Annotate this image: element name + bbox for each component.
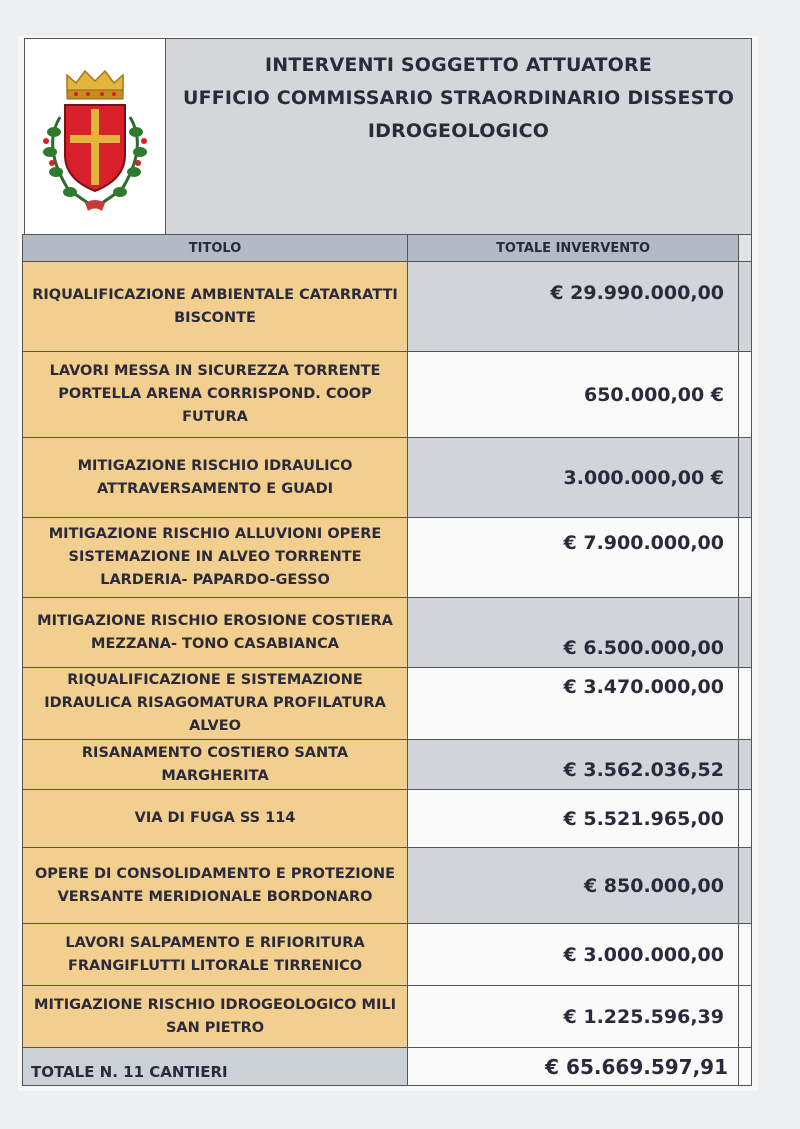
- row-title: OPERE DI CONSOLIDAMENTO E PROTEZIONE VERSANTE MERIDIONALE BORDONARO: [23, 848, 408, 924]
- total-row: [23, 1048, 752, 1086]
- row-title: MITIGAZIONE RISCHIO IDROGEOLOGICO MILI SAN PIETRO: [23, 986, 408, 1048]
- row-title: RIQUALIFICAZIONE E SISTEMAZIONE IDRAULICA RISAGOMATURA PROFILATURA ALVEO: [23, 668, 408, 740]
- document-sheet: [18, 36, 758, 1091]
- row-amount: 3.000.000,00 €: [408, 438, 739, 518]
- table-row: [23, 740, 752, 790]
- column-header-total: TOTALE INVERVENTO: [408, 235, 739, 262]
- table-row: [23, 986, 752, 1048]
- row-amount: € 3.470.000,00: [408, 668, 739, 740]
- interventions-table: [22, 234, 752, 1086]
- row-title: MITIGAZIONE RISCHIO EROSIONE COSTIERA MEZZANA- TONO CASABIANCA: [23, 598, 408, 668]
- row-title: MITIGAZIONE RISCHIO IDRAULICO ATTRAVERSAMENTO E GUADI: [23, 438, 408, 518]
- row-amount: € 3.000.000,00: [408, 924, 739, 986]
- city-crest: [25, 39, 166, 235]
- row-amount: € 7.900.000,00: [408, 518, 739, 598]
- row-title: LAVORI SALPAMENTO E RIFIORITURA FRANGIFLUTTI LITORALE TIRRENICO: [23, 924, 408, 986]
- row-title: LAVORI MESSA IN SICUREZZA TORRENTE PORTELLA ARENA CORRISPOND. COOP FUTURA: [23, 352, 408, 438]
- table-row: [23, 352, 752, 438]
- row-amount: € 3.562.036,52: [408, 740, 739, 790]
- row-amount: € 1.225.596,39: [408, 986, 739, 1048]
- row-amount: € 850.000,00: [408, 848, 739, 924]
- table-row: [23, 790, 752, 848]
- row-title: MITIGAZIONE RISCHIO ALLUVIONI OPERE SISTEMAZIONE IN ALVEO TORRENTE LARDERIA- PAPARDO-GESSO: [23, 518, 408, 598]
- table-row: [23, 598, 752, 668]
- total-label: TOTALE N. 11 CANTIERI: [23, 1048, 408, 1086]
- total-amount: € 65.669.597,91: [408, 1048, 739, 1086]
- row-amount: € 29.990.000,00: [408, 262, 739, 352]
- row-amount: € 6.500.000,00: [408, 598, 739, 668]
- title-line-2: UFFICIO COMMISSARIO STRAORDINARIO DISSESTO: [182, 87, 735, 109]
- document-header: [24, 38, 752, 236]
- table-row: [23, 924, 752, 986]
- row-amount: 650.000,00 €: [408, 352, 739, 438]
- title-line-3: IDROGEOLOGICO: [367, 120, 550, 142]
- row-title: RIQUALIFICAZIONE AMBIENTALE CATARRATTI BISCONTE: [23, 262, 408, 352]
- row-title: VIA DI FUGA SS 114: [23, 790, 408, 848]
- table-row: [23, 848, 752, 924]
- table-row: [23, 438, 752, 518]
- table-row: [23, 518, 752, 598]
- table-row: [23, 668, 752, 740]
- table-header-row: [23, 235, 752, 262]
- table-row: [23, 262, 752, 352]
- row-amount: € 5.521.965,00: [408, 790, 739, 848]
- column-header-title: TITOLO: [23, 235, 408, 262]
- title-line-1: INTERVENTI SOGGETTO ATTUATORE: [264, 54, 653, 76]
- crest-icon: [30, 57, 160, 217]
- document-title: [166, 39, 751, 235]
- row-title: RISANAMENTO COSTIERO SANTA MARGHERITA: [23, 740, 408, 790]
